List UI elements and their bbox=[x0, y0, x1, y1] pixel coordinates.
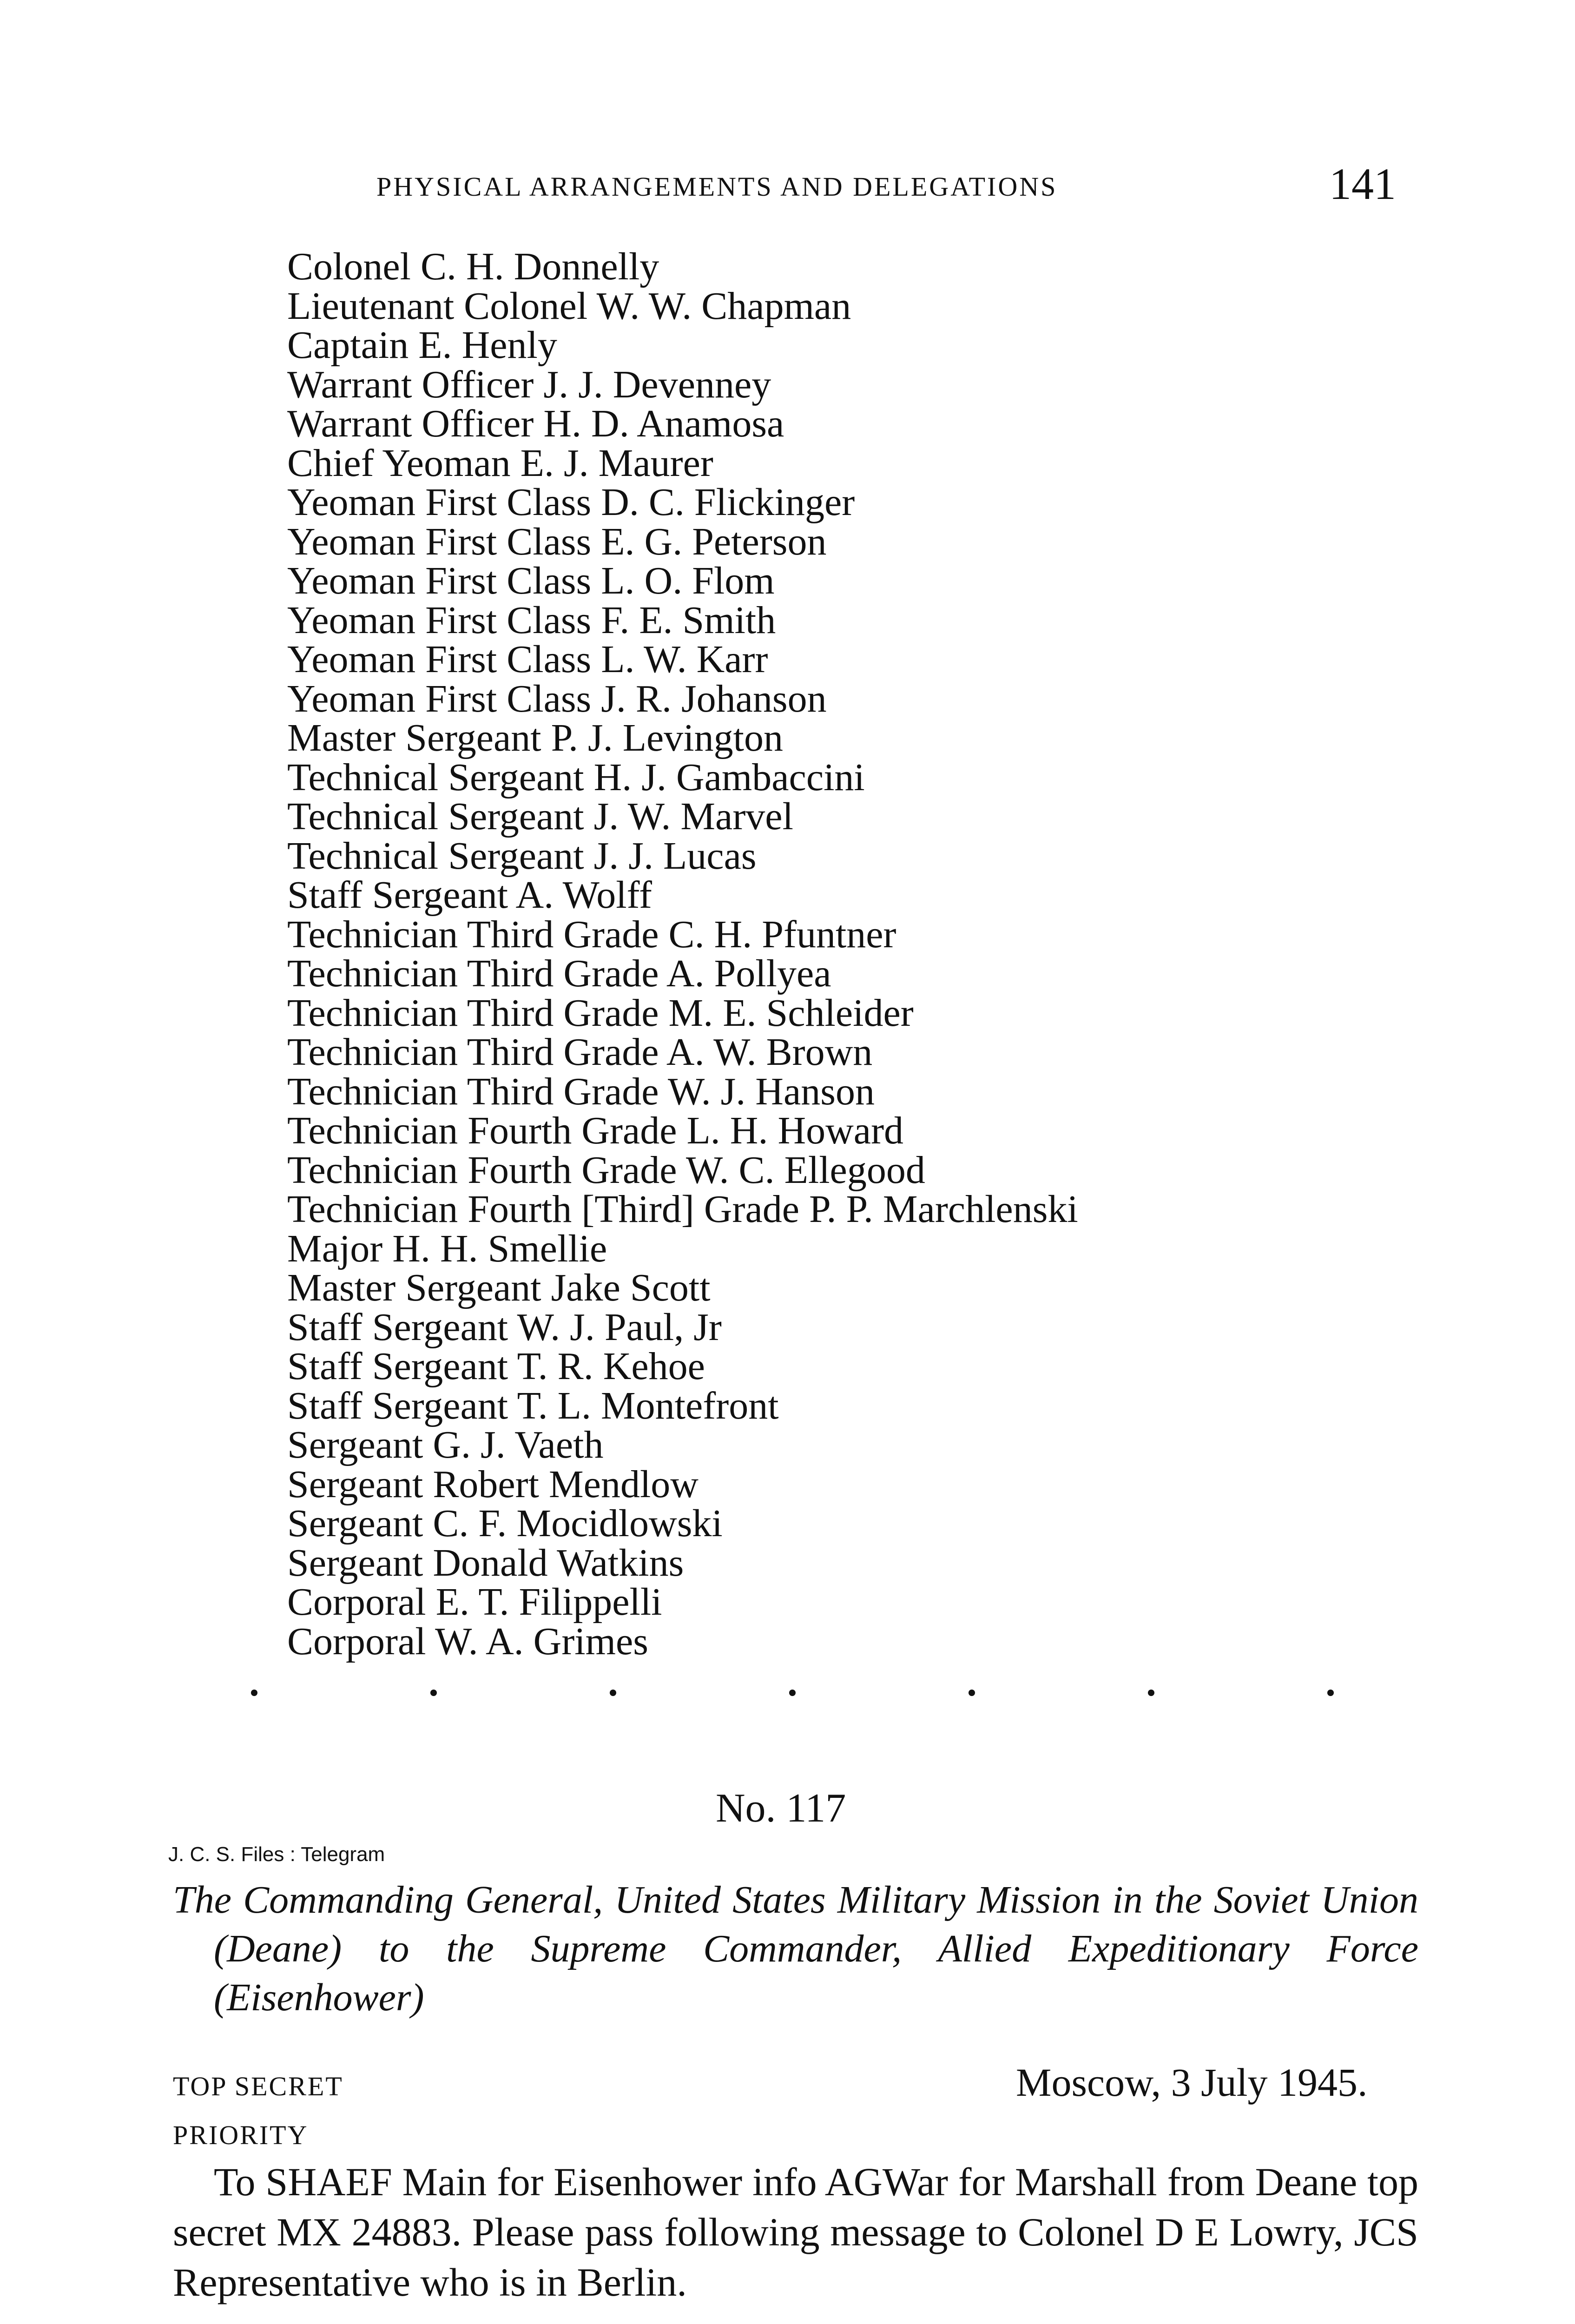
roster-entry: Technical Sergeant H. J. Gambaccini bbox=[287, 755, 865, 799]
document-title: The Commanding General, United States Military Mission in the Soviet Union (Deane) to the Supreme Commander, Allied Expeditionary Force (Eisenhower) bbox=[173, 1878, 1418, 2019]
roster-entry: Master Sergeant P. J. Levington bbox=[287, 716, 783, 759]
dateline: Moscow, 3 July 1945. bbox=[1016, 2060, 1368, 2105]
ellipsis-dot bbox=[1327, 1690, 1334, 1696]
roster-entry: Technician Third Grade C. H. Pfuntner bbox=[287, 912, 896, 956]
ellipsis-dot bbox=[1148, 1690, 1154, 1696]
roster-entry: Staff Sergeant T. L. Montefront bbox=[287, 1384, 779, 1427]
ellipsis-dot bbox=[969, 1690, 975, 1696]
roster-entry: Chief Yeoman E. J. Maurer bbox=[287, 441, 713, 485]
roster-entry: Corporal E. T. Filippelli bbox=[287, 1580, 662, 1624]
delegation-roster bbox=[287, 247, 1078, 1661]
roster-entry: Technical Sergeant J. W. Marvel bbox=[287, 795, 793, 838]
roster-entry: Technician Fourth Grade L. H. Howard bbox=[287, 1109, 904, 1152]
roster-entry: Sergeant C. F. Mocidlowski bbox=[287, 1502, 723, 1545]
roster-entry: Yeoman First Class D. C. Flickinger bbox=[287, 481, 855, 524]
roster-entry: Technician Third Grade A. W. Brown bbox=[287, 1030, 873, 1074]
running-title: PHYSICAL ARRANGEMENTS AND DELEGATIONS bbox=[376, 172, 1058, 202]
roster-entry: Sergeant Robert Mendlow bbox=[287, 1462, 699, 1506]
ellipsis-dot bbox=[610, 1690, 616, 1696]
roster-entry: Sergeant Donald Watkins bbox=[287, 1541, 684, 1585]
roster-entry: Technician Third Grade A. Pollyea bbox=[287, 952, 831, 995]
document-number: No. 117 bbox=[716, 1786, 846, 1831]
ellipsis-dot bbox=[789, 1690, 796, 1696]
roster-entry: Yeoman First Class J. R. Johanson bbox=[287, 677, 827, 720]
roster-entry: Technician Third Grade W. J. Hanson bbox=[287, 1070, 875, 1113]
roster-entry: Technician Third Grade M. E. Schleider bbox=[287, 991, 914, 1035]
roster-entry: Warrant Officer H. D. Anamosa bbox=[287, 402, 784, 445]
classification-marking: TOP SECRET bbox=[173, 2071, 343, 2101]
file-reference: J. C. S. Files : Telegram bbox=[168, 1843, 385, 1866]
precedence-marking: PRIORITY bbox=[173, 2120, 309, 2150]
roster-entry: Technical Sergeant J. J. Lucas bbox=[287, 834, 757, 878]
roster-entry: Warrant Officer J. J. Devenney bbox=[287, 363, 771, 406]
roster-entry: Technician Fourth Grade W. C. Ellegood bbox=[287, 1148, 925, 1192]
roster-entry: Yeoman First Class F. E. Smith bbox=[287, 598, 776, 642]
roster-entry: Lieutenant Colonel W. W. Chapman bbox=[287, 284, 851, 328]
telegram-body: To SHAEF Main for Eisenhower info AGWar for Marshall from Deane top secret MX 24883. Please pass following message to Colonel D E Lowry, JCS Representative who is in Berlin. bbox=[173, 2159, 1418, 2304]
roster-entry: Captain E. Henly bbox=[287, 324, 557, 367]
ellipsis-separator bbox=[251, 1690, 1334, 1696]
page-number: 141 bbox=[1329, 159, 1396, 209]
roster-entry: Yeoman First Class L. O. Flom bbox=[287, 559, 775, 602]
roster-entry: Sergeant G. J. Vaeth bbox=[287, 1423, 604, 1466]
roster-entry: Corporal W. A. Grimes bbox=[287, 1619, 648, 1663]
roster-entry: Yeoman First Class L. W. Karr bbox=[287, 638, 768, 681]
ellipsis-dot bbox=[430, 1690, 437, 1696]
roster-entry: Major H. H. Smellie bbox=[287, 1227, 607, 1270]
roster-entry: Staff Sergeant T. R. Kehoe bbox=[287, 1345, 705, 1388]
roster-entry: Master Sergeant Jake Scott bbox=[287, 1266, 711, 1309]
roster-entry: Staff Sergeant A. Wolff bbox=[287, 873, 652, 917]
roster-entry: Colonel C. H. Donnelly bbox=[287, 245, 659, 288]
roster-entry: Yeoman First Class E. G. Peterson bbox=[287, 520, 827, 563]
roster-entry: Technician Fourth [Third] Grade P. P. Marchlenski bbox=[287, 1188, 1078, 1231]
ellipsis-dot bbox=[251, 1690, 257, 1696]
roster-entry: Staff Sergeant W. J. Paul, Jr bbox=[287, 1305, 722, 1349]
